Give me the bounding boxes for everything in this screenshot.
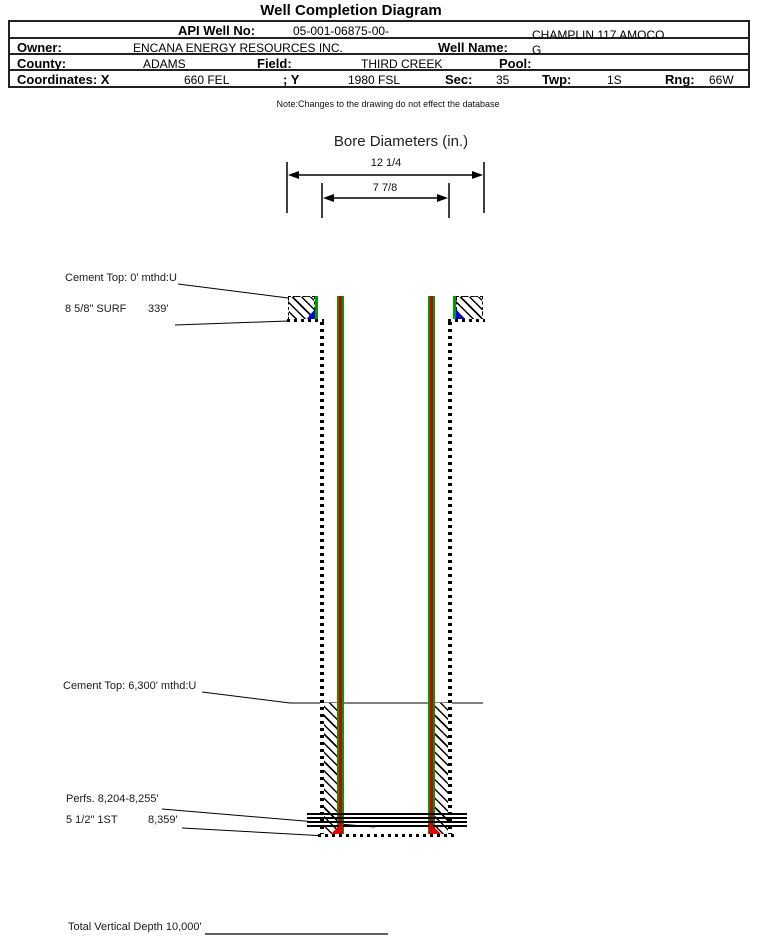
perforation-line <box>307 813 467 815</box>
casing-shoe-marker-right <box>429 822 441 834</box>
bore-diameters-heading: Bore Diameters (in.) <box>333 133 469 150</box>
outer-dim-arrowhead-right <box>472 171 483 179</box>
wellbore-bottom-line <box>318 834 454 837</box>
leader-surface-casing <box>175 321 288 325</box>
township-label: Twp: <box>542 72 572 87</box>
api-well-no-value: 05-001-06875-00- <box>293 24 390 38</box>
county-label: County: <box>17 56 67 71</box>
cement-top-surface-label: Cement Top: 0' mthd:U <box>65 272 177 284</box>
total-vertical-depth-label: Total Vertical Depth 10,000' <box>68 921 202 933</box>
well-name-value-line2: G <box>532 43 542 57</box>
range-value: 66W <box>709 73 734 87</box>
page-title: Well Completion Diagram <box>260 2 442 19</box>
coordinate-y-value: 1980 FSL <box>348 73 401 87</box>
well-name-value <box>532 28 707 58</box>
section-label: Sec: <box>445 72 473 87</box>
perforations-label: Perfs. 8,204-8,255' <box>66 793 159 805</box>
casing-shoe-marker-left <box>331 822 343 834</box>
outer-dim-arrowhead-left <box>288 171 299 179</box>
production-casing-label: 5 1/2" 1ST <box>66 814 118 826</box>
coordinate-y-label: ; Y <box>283 72 300 87</box>
section-value: 35 <box>496 73 510 87</box>
coordinate-x-value: 660 FEL <box>184 73 230 87</box>
field-label: Field: <box>257 56 292 71</box>
borehole-wall-right <box>448 322 452 836</box>
database-note: Note:Changes to the drawing do not effect the database <box>276 99 500 109</box>
leader-production-casing <box>182 828 327 836</box>
surface-casing-left <box>315 296 318 321</box>
production-casing-left <box>337 296 344 834</box>
owner-value: ENCANA ENERGY RESOURCES INC. <box>133 41 343 55</box>
field-value: THIRD CREEK <box>361 57 443 71</box>
inner-dim-arrowhead-left <box>323 194 334 202</box>
cement-top-production-label: Cement Top: 6,300' mthd:U <box>63 680 197 692</box>
county-value: ADAMS <box>143 57 186 71</box>
leader-cement-top-surface <box>178 284 288 298</box>
surface-shoe-step-right <box>448 319 485 322</box>
inner-bore-diameter-value: 7 7/8 <box>372 182 398 194</box>
township-value: 1S <box>607 73 622 87</box>
production-casing-right <box>428 296 435 834</box>
surface-shoe-step-left <box>287 319 324 322</box>
well-name-value-line1: CHAMPLIN 117 AMOCO <box>532 28 665 42</box>
api-well-no-label: API Well No: <box>178 23 256 38</box>
outer-bore-diameter-value: 12 1/4 <box>370 157 402 169</box>
surface-casing-label: 8 5/8" SURF <box>65 303 127 315</box>
inner-dim-arrowhead-right <box>437 194 448 202</box>
surface-casing-depth: 339' <box>148 303 169 315</box>
coordinates-label: Coordinates: X <box>17 72 110 87</box>
owner-label: Owner: <box>17 40 62 55</box>
perforation-line <box>307 817 467 819</box>
production-casing-depth: 8,359' <box>148 814 178 826</box>
pool-label: Pool: <box>499 56 532 71</box>
well-header-table <box>8 20 750 88</box>
range-label: Rng: <box>665 72 695 87</box>
well-name-label: Well Name: <box>438 40 508 55</box>
